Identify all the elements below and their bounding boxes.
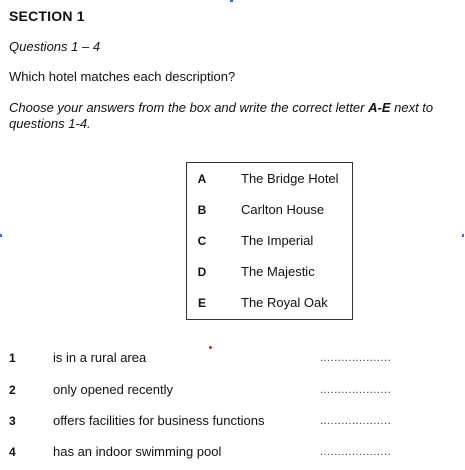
answer-blank[interactable]: .................... xyxy=(320,384,392,396)
option-letter: C xyxy=(197,234,207,248)
section-title: SECTION 1 xyxy=(9,8,85,24)
instruction-post: next to questions 1-4. xyxy=(9,100,434,131)
option-name: The Bridge Hotel xyxy=(241,171,339,186)
question-number: 3 xyxy=(9,414,16,428)
question-row-2 xyxy=(0,381,465,399)
red-dot-mark xyxy=(209,346,212,349)
instruction-text xyxy=(9,100,461,132)
question-number: 2 xyxy=(9,383,16,397)
question-text: only opened recently xyxy=(53,382,173,397)
option-name: The Imperial xyxy=(241,233,314,248)
question-prompt: Which hotel matches each description? xyxy=(9,69,236,84)
option-c xyxy=(187,231,352,251)
option-a xyxy=(187,169,352,189)
question-row-3 xyxy=(0,412,465,430)
question-row-4 xyxy=(0,443,465,461)
options-box xyxy=(186,162,353,320)
option-name: The Royal Oak xyxy=(241,295,328,310)
instruction-pre: Choose your answers from the box and write the correct letter xyxy=(9,100,369,115)
question-range: Questions 1 – 4 xyxy=(9,39,101,54)
question-text: is in a rural area xyxy=(53,350,147,365)
option-letter: E xyxy=(197,296,206,310)
option-letter: D xyxy=(197,265,207,279)
answer-blank[interactable]: .................... xyxy=(320,415,392,427)
question-text: has an indoor swimming pool xyxy=(53,444,222,459)
option-letter: A xyxy=(197,172,207,186)
selection-handle-left[interactable] xyxy=(0,234,2,237)
option-d xyxy=(187,262,352,282)
instruction-letters: A-E xyxy=(368,100,391,115)
question-number: 1 xyxy=(9,351,16,365)
selection-handle-top[interactable] xyxy=(230,0,233,2)
option-letter: B xyxy=(197,203,207,217)
selection-handle-right[interactable] xyxy=(462,234,464,237)
question-row-1 xyxy=(0,349,465,367)
option-name: Carlton House xyxy=(241,202,325,217)
option-e xyxy=(187,293,352,313)
answer-blank[interactable]: .................... xyxy=(320,446,392,458)
question-text: offers facilities for business functions xyxy=(53,413,265,428)
question-number: 4 xyxy=(9,445,16,459)
option-name: The Majestic xyxy=(241,264,315,279)
option-b xyxy=(187,200,352,220)
answer-blank[interactable]: .................... xyxy=(320,352,392,364)
